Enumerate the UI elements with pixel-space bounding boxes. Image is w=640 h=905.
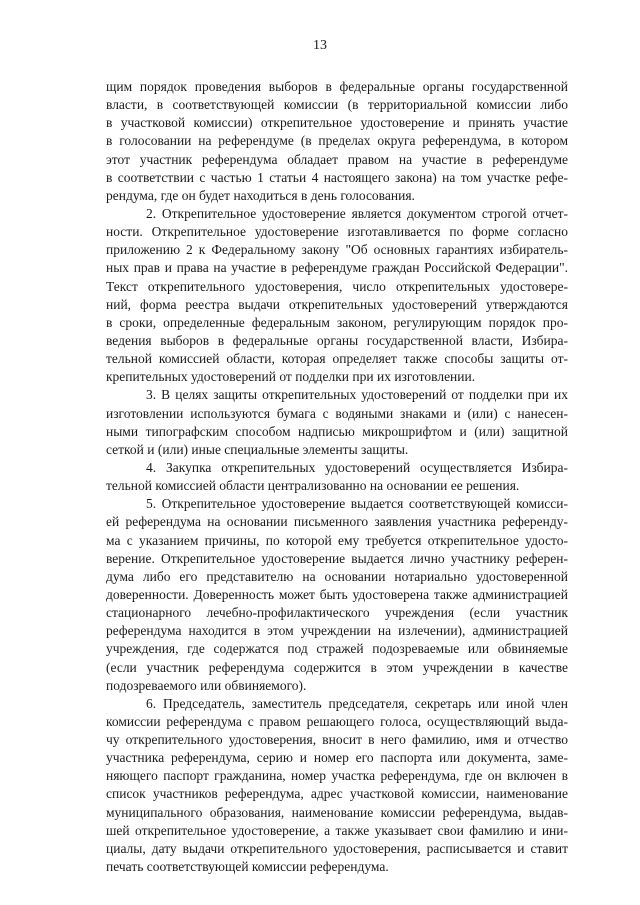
text-line: приложению 2 к Федеральному закону "Об основных гарантиях избиратель- xyxy=(106,242,568,258)
text-line: верение. Открепительное удостоверение выдается лично участнику референ- xyxy=(106,550,568,566)
text-line: этот участник референдума обладает правом на участие в референдуме xyxy=(106,151,568,167)
text-line: в сроки, определенные федеральным законом, регулирующим порядок про- xyxy=(106,314,568,330)
text-line: рендума, где он будет находиться в день голосования. xyxy=(106,187,415,203)
text-line: циалы, дату выдачи открепительного удостоверения, расписывается и ставит xyxy=(106,840,568,856)
text-line: изготовлении используются бумага с водяными знаками и (или) с нанесен- xyxy=(106,405,568,421)
text-line: тельной комиссией области, которая определяет также способы защиты от- xyxy=(106,351,568,367)
text-line: дума либо его представителю на основании нотариально удостоверенной xyxy=(106,568,568,584)
text-line: сеткой и (или) иные специальные элементы защиты. xyxy=(106,441,409,457)
text-line: комиссии референдума с правом решающего голоса, осуществляющий выда- xyxy=(106,713,568,729)
text-line: щим порядок проведения выборов в федеральные органы государственной xyxy=(106,79,568,94)
text-line: 6. Председатель, заместитель председателя, секретарь или иной член xyxy=(146,695,568,711)
text-line: тельной комиссией области централизованно на основании ее решения. xyxy=(106,478,520,494)
text-line: 2. Открепительное удостоверение является документом строгой отчет- xyxy=(146,205,568,221)
text-line: крепительных удостоверений от подделки при их изготовлении. xyxy=(106,369,476,385)
text-line: Текст открепительного удостоверения, число открепительных удостовере- xyxy=(106,278,568,294)
text-line: ма с указанием причины, по которой ему требуется открепительное удосто- xyxy=(106,532,568,548)
text-line: доверенности. Доверенность может быть удостоверена также администрацией xyxy=(106,586,568,602)
text-line: учреждения, где содержатся под стражей подозреваемые или обвиняемые xyxy=(106,641,568,657)
text-line: чу открепительного удостоверения, вносит в него фамилию, имя и отчество xyxy=(106,732,568,748)
text-line: 3. В целях защиты открепительных удостоверений от подделки при их xyxy=(146,387,568,403)
text-line: печать соответствующей комиссии референдума. xyxy=(106,859,389,875)
text-line: 5. Открепительное удостоверение выдается соответствующей комисси- xyxy=(146,496,568,512)
body-text xyxy=(106,78,568,876)
text-line: ведения выборов в федеральные органы государственной власти, Избира- xyxy=(106,332,568,348)
text-line: няющего паспорт гражданина, номер участка референдума, где он включен в xyxy=(106,768,568,784)
text-line: в соответствии с частью 1 статьи 4 настоящего закона) на том участке рефе- xyxy=(106,169,568,185)
text-line: (если участник референдума содержится в этом учреждении в качестве xyxy=(106,659,568,675)
text-line: 4. Закупка открепительных удостоверений осуществляется Избира- xyxy=(146,459,568,475)
text-line: подозреваемого или обвиняемого). xyxy=(106,677,307,693)
text-line: ний, форма реестра выдачи открепительных удостоверений утверждаются xyxy=(106,296,568,312)
text-line: в голосовании на референдуме (в пределах округа референдума, в котором xyxy=(106,133,568,149)
text-line: власти, в соответствующей комиссии (в территориальной комиссии либо xyxy=(106,97,568,113)
text-line: референдума находится в этом учреждении на излечении), администрацией xyxy=(106,623,568,639)
text-line: ными типографским способом надписью микрошрифтом и (или) защитной xyxy=(106,423,568,439)
text-line: участника референдума, серию и номер его паспорта или документа, заме- xyxy=(106,750,568,766)
text-line: стационарного лечебно-профилактического учреждения (если участник xyxy=(106,605,568,621)
text-line: список участников референдума, адрес участковой комиссии, наименование xyxy=(106,786,568,802)
text-line: муниципального образования, наименование комиссии референдума, выдав- xyxy=(106,804,568,820)
text-line: в участковой комиссии) открепительное удостоверение и принять участие xyxy=(106,115,568,131)
text-line: ных прав и права на участие в референдуме граждан Российской Федерации". xyxy=(106,260,568,276)
text-line: ности. Открепительное удостоверение изготавливается по форме согласно xyxy=(106,224,568,240)
text-line: ей референдума на основании письменного заявления участника референду- xyxy=(106,514,568,530)
page-number: 13 xyxy=(313,38,327,53)
text-line: шей открепительное удостоверение, а также указывает свои фамилию и ини- xyxy=(106,822,568,838)
